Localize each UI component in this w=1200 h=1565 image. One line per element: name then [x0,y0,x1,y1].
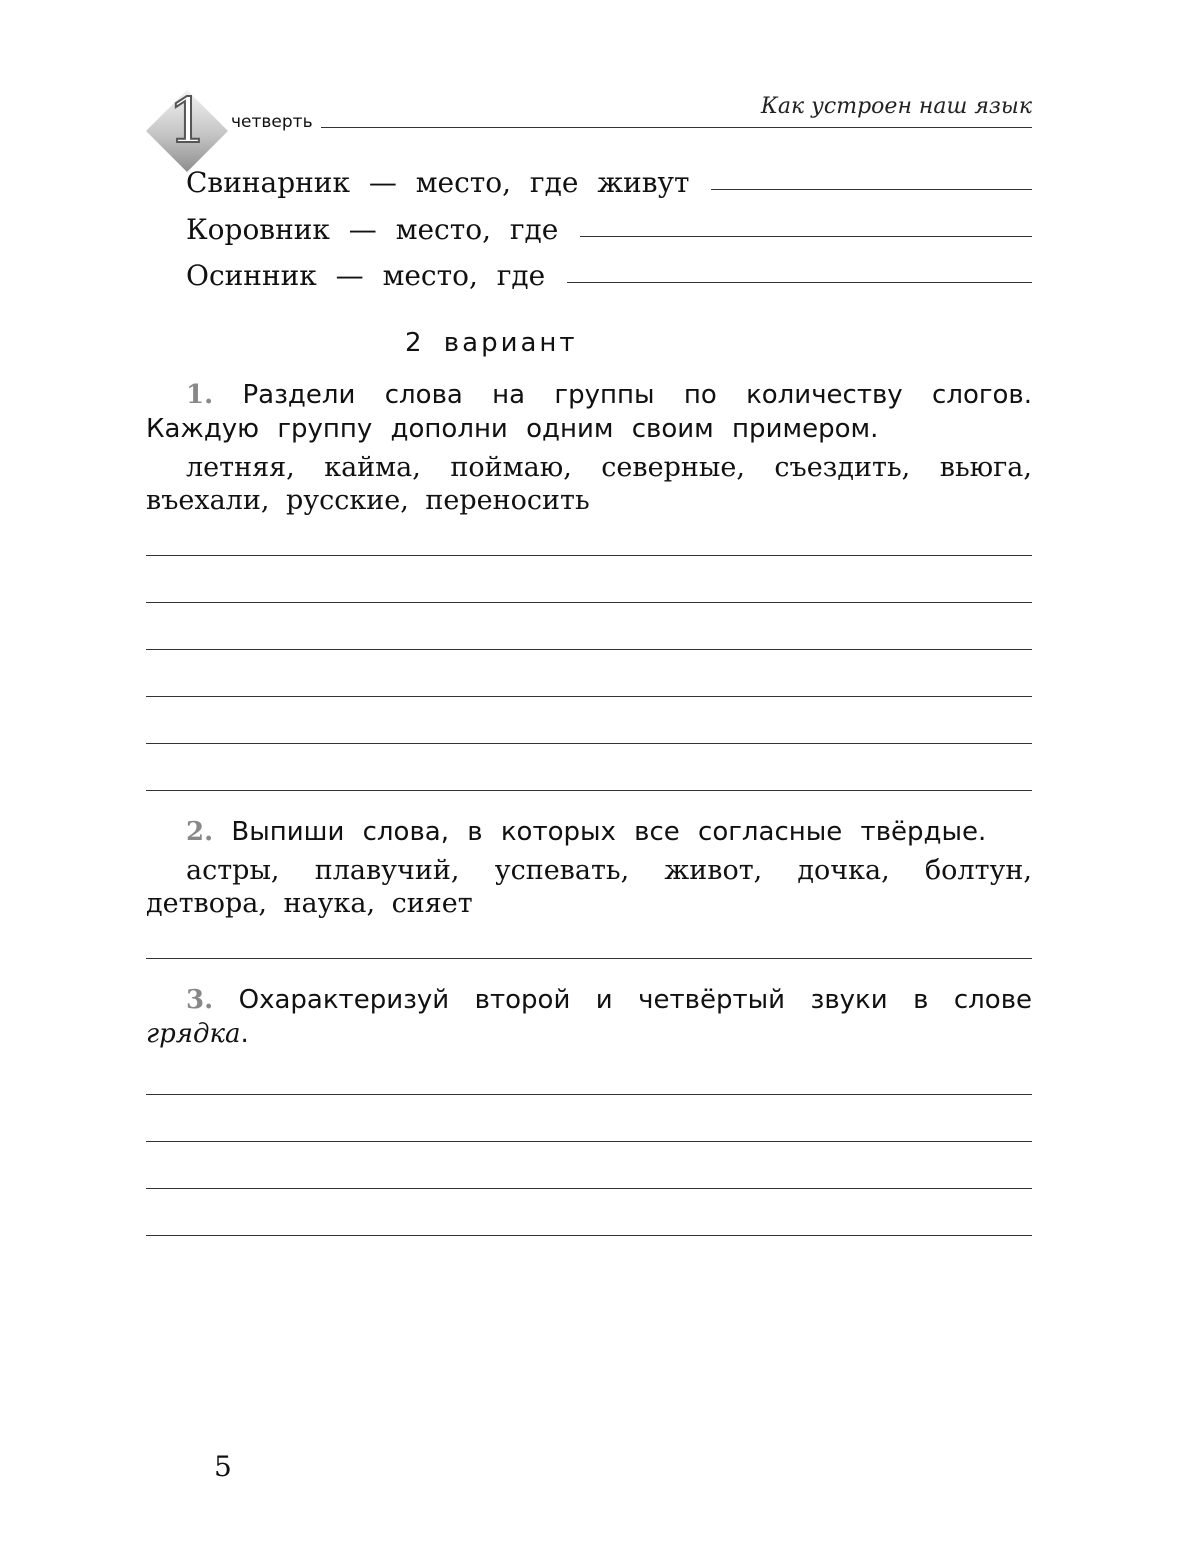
answer-line[interactable] [146,1188,1032,1189]
task-text: Охарактеризуй второй и четвёртый звуки в слове [238,985,1033,1015]
fill-in-text: Осинник — место, где [186,259,546,292]
task-number: 2. [186,817,214,847]
task-number: 3. [186,985,214,1015]
answer-line[interactable] [146,1141,1032,1142]
answer-line[interactable] [146,743,1032,744]
task-2-words: астры, плавучий, успевать, живот, дочка, болтун, детвора, наука, сияет [146,855,1032,919]
header-divider [321,127,1032,128]
task-text: Раздели слова на группы по количеству слогов. Каждую группу дополни одним своим примером. [146,380,1033,444]
answer-line[interactable] [146,602,1032,603]
answer-blank[interactable] [567,281,1032,283]
target-word: грядка [146,1019,241,1049]
task-1-instruction [146,378,1032,446]
answer-line[interactable] [146,1235,1032,1236]
answer-line[interactable] [146,555,1032,556]
variant-title: 2 вариант [405,328,578,358]
running-title: Как устроен наш язык [760,94,1032,119]
fill-in-text: Свинарник — место, где живут [186,166,690,199]
answer-line[interactable] [146,649,1032,650]
task-end: . [240,1019,249,1049]
task-number: 1. [186,380,214,410]
fill-in-row-3 [186,259,1032,292]
quarter-badge [146,84,230,174]
fill-in-row-1 [186,166,1032,199]
answer-blank[interactable] [580,235,1032,237]
answer-blank[interactable] [711,188,1032,190]
quarter-label: четверть [231,112,313,132]
task-1-words: летняя, кайма, поймаю, северные, съездить, вьюга, въехали, русские, переносить [146,452,1032,516]
fill-in-row-2 [186,213,1032,246]
answer-line[interactable] [146,790,1032,791]
answer-line[interactable] [146,1094,1032,1095]
answer-line[interactable] [146,696,1032,697]
page-number: 5 [214,1450,232,1483]
fill-in-text: Коровник — место, где [186,213,559,246]
answer-line[interactable] [146,958,1032,959]
task-text: Выпиши слова, в которых все согласные твёрдые. [231,817,987,847]
quarter-number: 1 [168,84,208,157]
task-3-instruction [146,983,1032,1051]
task-2-instruction [146,815,1032,849]
